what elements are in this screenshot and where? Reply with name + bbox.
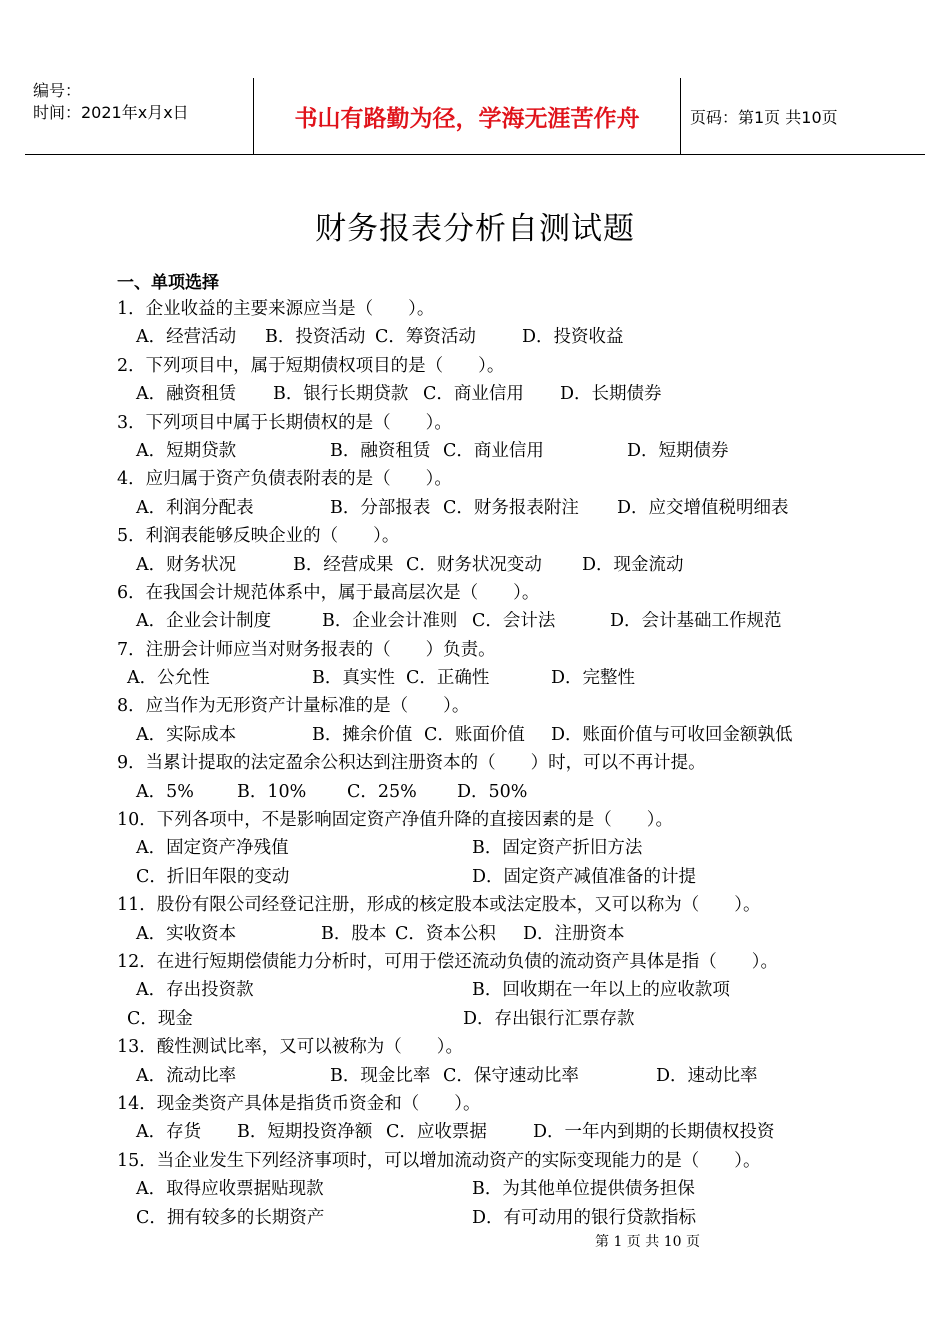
option-row [0, 1118, 950, 1146]
option-b: B．为其他单位提供债务担保 [472, 1179, 695, 1200]
option-d: D．固定资产减值准备的计提 [472, 866, 697, 887]
question-stem: 12．在进行短期偿债能力分析时，可用于偿还流动负债的流动资产具体是指（ ）。 [117, 951, 779, 972]
option-row [0, 551, 950, 579]
question-stem: 14．现金类资产具体是指货币资金和（ ）。 [117, 1093, 481, 1114]
option-c: C．筹资活动 [375, 327, 476, 348]
option-b: B．摊余价值 [312, 724, 413, 745]
option-a: A．实收资本 [136, 923, 237, 944]
option-d: D．投资收益 [522, 327, 624, 348]
header-motto: 书山有路勤为径，学海无涯苦作舟 [254, 78, 681, 154]
option-b: B．银行长期贷款 [273, 384, 409, 405]
option-c: C．保守速动比率 [443, 1065, 579, 1086]
option-d: D．有可动用的银行贷款指标 [472, 1207, 697, 1228]
option-b: B．融资租赁 [330, 440, 431, 461]
option-row [0, 607, 950, 635]
option-d: D．完整性 [551, 668, 636, 689]
option-b: B．短期投资净额 [237, 1122, 373, 1143]
option-d: D．注册资本 [523, 923, 625, 944]
question-stem: 11．股份有限公司经登记注册，形成的核定股本或法定股本，又可以称为（ ）。 [117, 895, 761, 916]
option-c: C．财务状况变动 [406, 554, 542, 575]
option-c: C．财务报表附注 [443, 497, 579, 518]
question-stem: 3．下列项目中属于长期债权的是（ ）。 [117, 412, 452, 433]
option-row [0, 834, 950, 862]
option-c: C．账面价值 [424, 724, 525, 745]
option-row [0, 863, 950, 891]
option-c: C．会计法 [472, 611, 556, 632]
question-stem: 9．当累计提取的法定盈余公积达到注册资本的（ ）时，可以不再计提。 [117, 753, 706, 774]
option-row [0, 494, 950, 522]
question-stem: 6．在我国会计规范体系中，属于最高层次是（ ）。 [117, 582, 540, 603]
option-a: A．利润分配表 [136, 497, 254, 518]
option-row [0, 1204, 950, 1232]
option-c: C．正确性 [406, 668, 490, 689]
option-c: C．资本公积 [395, 923, 496, 944]
option-row [0, 1005, 950, 1033]
option-c: C．应收票据 [386, 1122, 487, 1143]
document-title: 财务报表分析自测试题 [315, 211, 635, 247]
option-row [0, 976, 950, 1004]
option-a: A．经营活动 [136, 327, 237, 348]
option-a: A．5% [136, 781, 194, 802]
option-d: D．50% [457, 781, 528, 802]
option-d: D．现金流动 [582, 554, 684, 575]
question-list [0, 295, 950, 1232]
option-row [0, 380, 950, 408]
option-b: B．分部报表 [330, 497, 431, 518]
option-row [0, 920, 950, 948]
option-b: B．10% [237, 781, 307, 802]
option-row [0, 778, 950, 806]
question-stem: 2．下列项目中，属于短期债权项目的是（ ）。 [117, 355, 505, 376]
option-b: B．企业会计准则 [322, 611, 458, 632]
option-b: B．真实性 [312, 668, 395, 689]
option-row [0, 664, 950, 692]
page-footer: 第 1 页 共 10 页 [595, 1234, 700, 1250]
option-a: A．财务状况 [136, 554, 237, 575]
option-d: D．会计基础工作规范 [610, 611, 782, 632]
option-c: C．商业信用 [443, 440, 544, 461]
option-d: D．应交增值税明细表 [617, 497, 789, 518]
number-label: 编号： [33, 81, 82, 100]
option-c: C．商业信用 [423, 384, 524, 405]
question-stem: 10．下列各项中，不是影响固定资产净值升降的直接因素的是（ ）。 [117, 810, 674, 831]
option-b: B．回收期在一年以上的应收款项 [472, 980, 730, 1001]
option-a: A．存货 [136, 1122, 202, 1143]
question-stem: 1．企业收益的主要来源应当是（ ）。 [117, 299, 435, 319]
option-b: B．投资活动 [265, 327, 366, 348]
option-c: C．折旧年限的变动 [136, 866, 290, 887]
option-d: D．短期债券 [627, 440, 729, 461]
question-stem: 15．当企业发生下列经济事项时，可以增加流动资产的实际变现能力的是（ ）。 [117, 1150, 761, 1171]
question-stem: 7．注册会计师应当对财务报表的（ ）负责。 [117, 639, 496, 660]
option-a: A．存出投资款 [136, 980, 254, 1001]
header-meta [25, 78, 254, 154]
option-b: B．现金比率 [330, 1065, 431, 1086]
option-row [0, 1062, 950, 1090]
option-a: A．融资租赁 [136, 384, 237, 405]
option-row [0, 323, 950, 351]
option-b: B．经营成果 [293, 554, 394, 575]
question-stem: 13．酸性测试比率，又可以被称为（ ）。 [117, 1037, 464, 1058]
option-a: A．固定资产净残值 [136, 838, 289, 859]
option-d: D．速动比率 [656, 1065, 758, 1086]
option-row [0, 721, 950, 749]
option-a: A．实际成本 [136, 724, 237, 745]
option-d: D．账面价值与可收回金额孰低 [551, 724, 793, 745]
question-stem: 5．利润表能够反映企业的（ ）。 [117, 526, 400, 547]
option-d: D．长期债券 [560, 384, 662, 405]
option-c: C．25% [347, 781, 417, 802]
question-stem: 4．应归属于资产负债表附表的是（ ）。 [117, 469, 452, 490]
option-row [0, 437, 950, 465]
header-page-info: 页码：第1页 共10页 [690, 107, 838, 127]
option-a: A．短期贷款 [136, 440, 237, 461]
option-a: A．流动比率 [136, 1065, 237, 1086]
question-stem: 8．应当作为无形资产计量标准的是（ ）。 [117, 696, 470, 717]
time-label: 时间：2021年x月x日 [33, 103, 189, 122]
option-a: A．公允性 [127, 668, 210, 689]
option-d: D．存出银行汇票存款 [463, 1008, 635, 1029]
option-c: C．拥有较多的长期资产 [136, 1207, 325, 1228]
section-title: 一、单项选择 [117, 273, 219, 293]
option-b: B．股本 [321, 923, 387, 944]
option-d: D．一年内到期的长期债权投资 [533, 1122, 775, 1143]
option-a: A．企业会计制度 [136, 611, 272, 632]
option-a: A．取得应收票据贴现款 [136, 1179, 324, 1200]
option-b: B．固定资产折旧方法 [472, 838, 643, 859]
option-c: C．现金 [127, 1008, 193, 1029]
page-header [25, 78, 925, 155]
option-row [0, 1175, 950, 1203]
